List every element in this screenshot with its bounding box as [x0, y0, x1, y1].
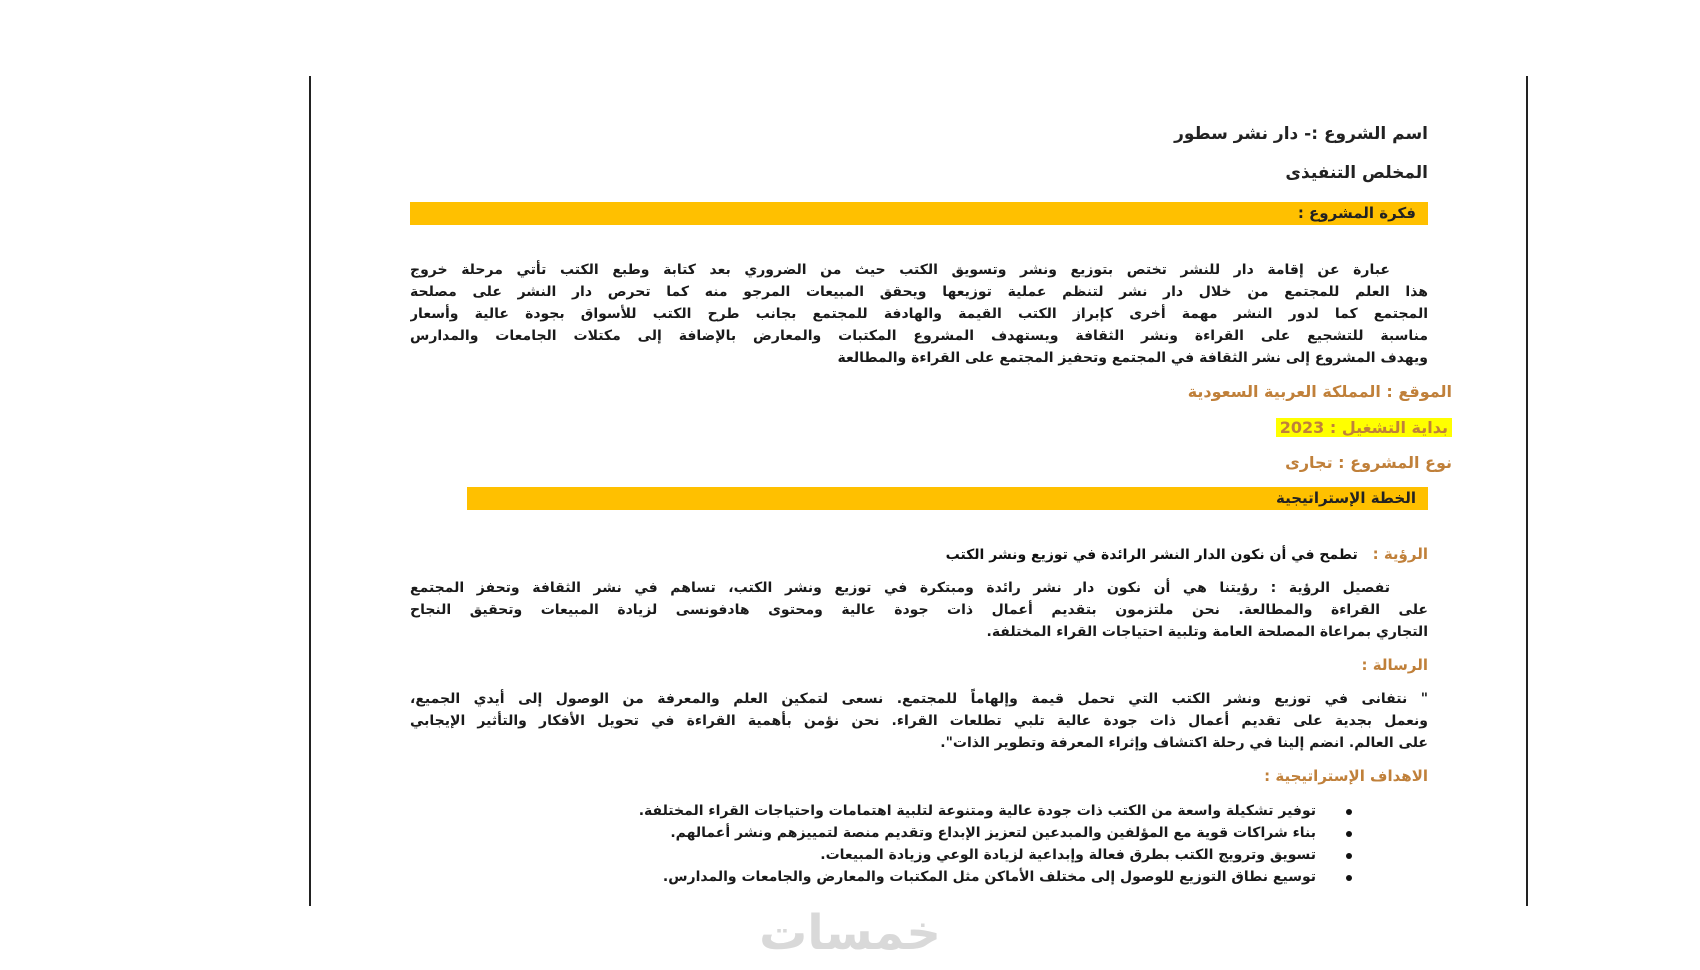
bullet-icon [1346, 809, 1352, 815]
strategy-section-bar: الخطة الإستراتيجية [467, 487, 1428, 510]
goals-label: الاهداف الإستراتيجية : [1264, 767, 1428, 785]
idea-section-bar: فكرة المشروع : [410, 202, 1428, 225]
bullet-icon [1346, 875, 1352, 881]
executive-summary-title: المخلص التنفيذى [1285, 163, 1428, 183]
vision-label: الرؤية : [1372, 545, 1428, 563]
idea-line: عبارة عن إقامة دار للنشر تختص بتوزيع ونشر وتسويق الكتب حيث من الضروري بعد كتابة وطبع الكتب تأتي مرحلة خروج [410, 262, 1390, 278]
list-item: تسويق وترويج الكتب بطرق فعالة وإبداعية لزيادة الوعي وزيادة المبيعات. [639, 844, 1352, 866]
bullet-icon [1346, 853, 1352, 859]
mission-text [410, 688, 1428, 754]
list-item: بناء شراكات قوية مع المؤلفين والمبدعين لتعزيز الإبداع وتقديم منصة لتمييزهم ونشر أعمالهم. [639, 822, 1352, 844]
page-right-border [1526, 76, 1528, 906]
list-item: توسيع نطاق التوزيع للوصول إلى مختلف الأماكن مثل المكتبات والمعارض والجامعات والمدارس. [639, 866, 1352, 888]
idea-line: ويهدف المشروع إلى نشر الثقافة في المجتمع وتحفيز المجتمع على القراءة والمطالعة [837, 350, 1428, 366]
mission-line: " نتفانى في توزيع ونشر الكتب التي تحمل قيمة وإلهاماً للمجتمع. نسعى لتمكين العلم والمعرفة من الوصول إلى أيدي الجميع، [410, 691, 1428, 707]
mission-line: ونعمل بجدية على تقديم أعمال ذات جودة عالية تلبي تطلعات القراء. نحن نؤمن بأهمية القراءة في تحويل الأفكار والتأثير الإيجابي [410, 713, 1428, 729]
mission-label: الرسالة : [1361, 656, 1428, 674]
page-left-border [309, 76, 311, 906]
idea-line: المجتمع كما لدور النشر مهمة أخرى كإبراز الكتب القيمة والهادفة للمجتمع بجانب طرح الكتب للأسواق بجودة عالية وأسعار [410, 306, 1428, 322]
watermark-logo: خمسات [759, 905, 941, 961]
vision-detail-line: تفصيل الرؤية : رؤيتنا هي أن نكون دار نشر رائدة ومبتكرة في توزيع ونشر الكتب، تساهم في نشر الثقافة وتحفز المجتمع [410, 580, 1390, 596]
location-line: الموقع : المملكة العربية السعودية [1187, 382, 1452, 401]
goals-list [639, 800, 1352, 888]
vision-detail-line: التجاري بمراعاة المصلحة العامة وتلبية احتياجات القراء المختلفة. [986, 624, 1428, 640]
project-type-line: نوع المشروع : تجارى [1285, 453, 1452, 472]
vision-line [946, 545, 1428, 563]
vision-detail [410, 577, 1428, 643]
idea-paragraph [410, 259, 1428, 369]
list-item: توفير تشكيلة واسعة من الكتب ذات جودة عالية ومتنوعة لتلبية اهتمامات واحتياجات القراء المختلفة. [639, 800, 1352, 822]
start-highlight: بداية التشغيل : 2023 [1276, 418, 1452, 437]
document-page [410, 0, 1452, 970]
project-name: اسم الشروع :- دار نشر سطور [1174, 124, 1428, 144]
start-line [1276, 418, 1452, 437]
idea-line: هذا العلم للمجتمع من خلال دار نشر لتنظم عملية توزيعها ويحقق المبيعات المرجو منه كما تحرص دار النشر على مصلحة [410, 284, 1428, 300]
idea-line: مناسبة للتشجيع على القراءة ونشر الثقافة ويستهدف المشروع المكتبات والمعارض بالإضافة إلى مكتلات الجامعات والمدارس [410, 328, 1428, 344]
mission-line: على العالم. انضم إلينا في رحلة اكتشاف وإثراء المعرفة وتطوير الذات". [940, 735, 1428, 751]
vision-text: تطمح في أن نكون الدار النشر الرائدة في توزيع ونشر الكتب [945, 547, 1358, 563]
bullet-icon [1346, 831, 1352, 837]
vision-detail-line: على القراءة والمطالعة. نحن ملتزمون بتقديم أعمال ذات جودة عالية ومحتوى هادفونسى لزيادة المبيعات وتحقيق النجاح [410, 602, 1428, 618]
